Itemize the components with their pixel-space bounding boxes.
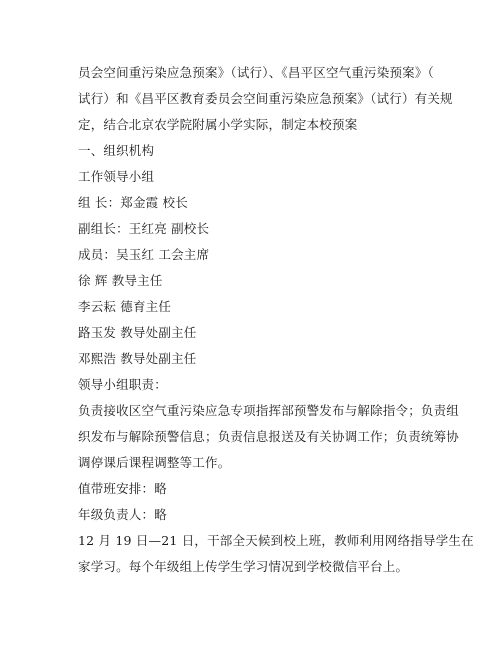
text-line: 调停课后课程调整等工作。 <box>78 455 231 470</box>
text-line: 值带班安排：略 <box>78 481 167 496</box>
text-line: 负责接收区空气重污染应急专项指挥部预警发布与解除指令；负责组 <box>78 403 460 418</box>
text-line: 家学习。每个年级组上传学生学习情况到学校微信平台上。 <box>78 559 409 574</box>
document-body <box>78 60 474 580</box>
text-line: 年级负责人：略 <box>78 507 167 522</box>
member-line: 副组长：王红亮 副校长 <box>78 221 210 236</box>
duties-heading: 领导小组职责： <box>78 377 167 392</box>
text-line: 试行）和《昌平区教育委员会空间重污染应急预案》（试行）有关规 <box>78 91 453 106</box>
member-line: 李云耘 德育主任 <box>78 299 172 314</box>
text-line: 员会空间重污染应急预案》（试行）、《昌平区空气重污染预案》（ <box>78 65 435 80</box>
member-line: 徐 辉 教导主任 <box>78 273 163 288</box>
member-line: 组 长：郑金霞 校长 <box>78 195 188 210</box>
section-heading: 一、组织机构 <box>78 143 155 158</box>
member-line: 路玉发 教导处副主任 <box>78 325 197 340</box>
subsection-heading: 工作领导小组 <box>78 169 155 184</box>
member-line: 邓熙浩 教导处副主任 <box>78 351 197 366</box>
text-line: 织发布与解除预警信息；负责信息报送及有关协调工作；负责统筹协 <box>78 429 460 444</box>
text-line: 12 月 19 日—21 日，干部全天候到校上班，教师利用网络指导学生在 <box>78 533 474 548</box>
text-line: 定，结合北京农学院附属小学实际，制定本校预案 <box>78 117 358 132</box>
member-line: 成员：吴玉红 工会主席 <box>78 247 210 262</box>
